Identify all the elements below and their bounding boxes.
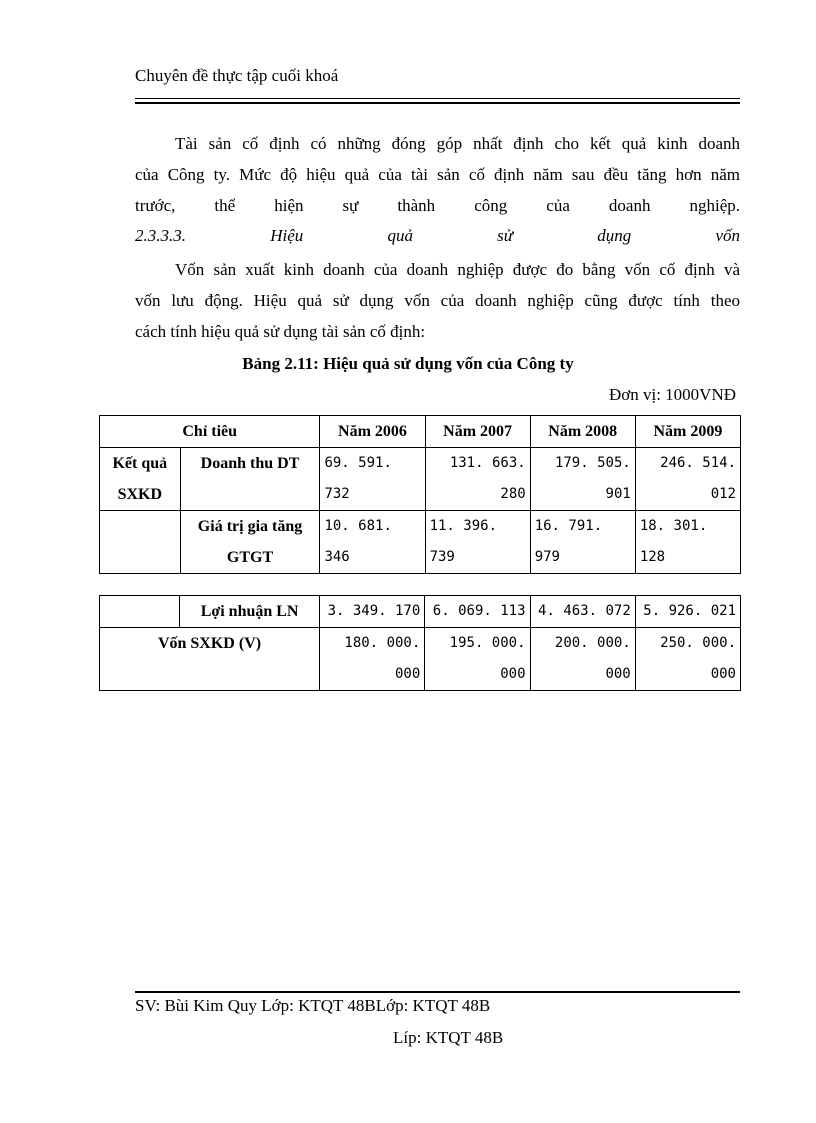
group-label-empty — [100, 596, 180, 628]
table-cell: 200. 000. 000 — [530, 628, 635, 691]
header-year: Năm 2007 — [425, 416, 530, 448]
table-cell: 11. 396. 739 — [425, 511, 530, 574]
paragraph-line: Vốn sản xuất kinh doanh của doanh nghiệp được đo bằng vốn cố định và — [175, 260, 740, 279]
header-year: Năm 2006 — [320, 416, 425, 448]
table-cell: 179. 505. 901 — [530, 448, 635, 511]
table-cell: 131. 663. 280 — [425, 448, 530, 511]
paragraph-line: Tài sản cố định có những đóng góp nhất định cho kết quả kinh doanh — [175, 134, 740, 153]
table-header-row — [100, 416, 741, 448]
row-label: Giá trị gia tăng GTGT — [180, 511, 320, 574]
capital-efficiency-table-part2 — [99, 595, 741, 691]
paragraph-line: của Công ty. Mức độ hiệu quả của tài sản cố định năm sau đều tăng hơn năm — [135, 165, 740, 184]
section-number: 2.3.3.3. — [135, 226, 186, 245]
paragraph-line: vốn lưu động. Hiệu quả sử dụng vốn của doanh nghiệp cũng được tính theo — [135, 291, 740, 310]
table-cell: 195. 000. 000 — [425, 628, 530, 691]
table-cell: 69. 591. 732 — [320, 448, 425, 511]
paragraph-capital — [135, 254, 740, 347]
table-cell: 16. 791. 979 — [530, 511, 635, 574]
section-word: dụng — [597, 226, 632, 245]
row-label: Doanh thu DT — [180, 448, 320, 511]
section-heading — [135, 226, 740, 246]
header-indicator: Chỉ tiêu — [100, 416, 320, 448]
capital-efficiency-table-part1 — [99, 415, 741, 574]
footer-rule — [135, 991, 740, 993]
paragraph-line: cách tính hiệu quả sử dụng tài sản cố định: — [135, 322, 426, 341]
table-caption: Bảng 2.11: Hiệu quả sử dụng vốn của Công ty — [242, 354, 574, 373]
table-row — [100, 628, 741, 691]
header-year: Năm 2009 — [635, 416, 740, 448]
page-header-title: Chuyên đề thực tập cuối khoá — [135, 66, 339, 85]
header-year: Năm 2008 — [530, 416, 635, 448]
paragraph-fixed-assets — [135, 128, 740, 221]
table-cell: 180. 000. 000 — [320, 628, 425, 691]
table-cell: 3. 349. 170 — [320, 596, 425, 628]
section-word: quả — [387, 226, 413, 245]
header-rule-thin — [135, 98, 740, 99]
footer-class: Líp: KTQT 48B — [393, 1028, 504, 1047]
footer-student-info: SV: Bùi Kim Quy Lớp: KTQT 48BLớp: KTQT 48B — [135, 996, 491, 1015]
table-row — [100, 511, 741, 574]
group-label-empty — [100, 511, 181, 574]
section-word: vốn — [715, 226, 740, 245]
table-cell: 5. 926. 021 — [635, 596, 740, 628]
group-label: Kết quả SXKD — [100, 448, 181, 511]
header-rule-thick — [135, 102, 740, 104]
paragraph-line: trước, thể hiện sự thành công của doanh nghiệp. — [135, 196, 740, 215]
table-row — [100, 596, 741, 628]
row-label: Vốn SXKD (V) — [100, 628, 320, 691]
section-word: sử — [497, 226, 514, 245]
table-cell: 18. 301. 128 — [635, 511, 740, 574]
table-cell: 250. 000. 000 — [635, 628, 740, 691]
table-cell: 6. 069. 113 — [425, 596, 530, 628]
section-word: Hiệu — [270, 226, 304, 245]
table-cell: 10. 681. 346 — [320, 511, 425, 574]
table-unit: Đơn vị: 1000VNĐ — [608, 385, 736, 404]
row-label: Lợi nhuận LN — [180, 596, 320, 628]
table-cell: 4. 463. 072 — [530, 596, 635, 628]
table-cell: 246. 514. 012 — [635, 448, 740, 511]
table-row — [100, 448, 741, 511]
